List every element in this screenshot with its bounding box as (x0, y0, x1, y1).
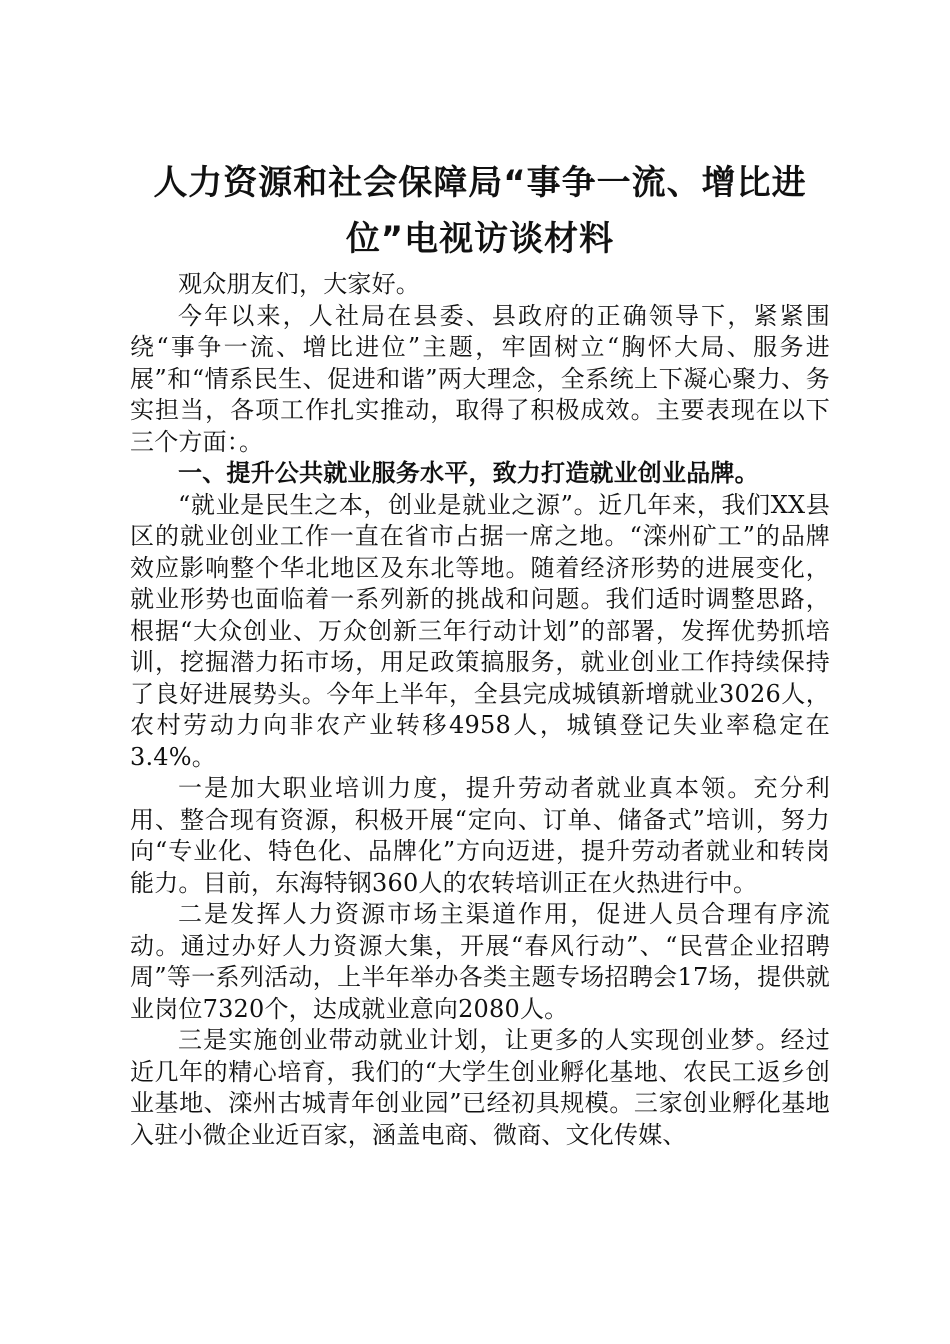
body-paragraph: 一是加大职业培训力度，提升劳动者就业真本领。充分利用、整合现有资源，积极开展“定向、订单、储备式”培训，努力向“专业化、特色化、品牌化”方向迈进，提升劳动者就业和转岗能力。目前，东海特钢360人的农转培训正在火热进行中。 (130, 774, 830, 897)
body-paragraph: 二是发挥人力资源市场主渠道作用，促进人员合理有序流动。通过办好人力资源大集，开展“春风行动”、“民营企业招聘周”等一系列活动，上半年举办各类主题专场招聘会17场，提供就业岗位7320个，达成就业意向2080人。 (130, 900, 830, 1023)
body-paragraph: 三是实施创业带动就业计划，让更多的人实现创业梦。经过近几年的精心培育，我们的“大学生创业孵化基地、农民工返乡创业基地、滦州古城青年创业园”已经初具规模。三家创业孵化基地入驻小微企业近百家，涵盖电商、微商、文化传媒、 (130, 1026, 830, 1149)
greeting-paragraph: 观众朋友们，大家好。 (178, 270, 420, 298)
body-paragraph: “就业是民生之本，创业是就业之源”。近几年来，我们XX县区的就业创业工作一直在省市占据一席之地。“滦州矿工”的品牌效应影响整个华北地区及东北等地。随着经济形势的进展变化，就业形势也面临着一系列新的挑战和问题。我们适时调整思路，根据“大众创业、万众创新三年行动计划”的部署，发挥优势抓培训，挖掘潜力拓市场，用足政策搞服务，就业创业工作持续保持了良好进展势头。今年上半年，全县完成城镇新增就业3026人，农村劳动力向非农产业转移4958人，城镇登记失业率稳定在3.4%。 (130, 490, 830, 771)
title-line-1: 人力资源和社会保障局“事争一流、增比进 (153, 163, 807, 203)
section-heading-1: 一、提升公共就业服务水平，致力打造就业创业品牌。 (178, 459, 759, 487)
intro-paragraph: 今年以来，人社局在县委、县政府的正确领导下，紧紧围绕“事争一流、增比进位”主题，牢固树立“胸怀大局、服务进展”和“情系民生、促进和谐”两大理念，全系统上下凝心聚力、务实担当，各项工作扎实推动，取得了积极成效。主要表现在以下三个方面：。 (130, 301, 830, 456)
title-line-2: 位”电视访谈材料 (345, 219, 615, 259)
document-title (130, 155, 830, 267)
document-page (130, 155, 830, 1151)
